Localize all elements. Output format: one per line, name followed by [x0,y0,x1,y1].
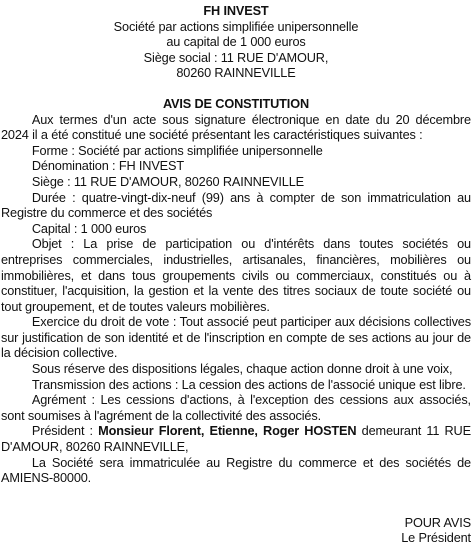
signature-title: Le Président [401,530,471,546]
header-line-registered-office: Siège social : 11 RUE D'AMOUR, [143,49,329,65]
siege-paragraph: Siège : 11 RUE D'AMOUR, 80260 RAINNEVILLE [31,173,304,189]
duree-paragraph: Durée : quatre-vingt-dix-neuf (99) ans à compter de son immatriculation au Registre du commerce et des sociétés [1,189,471,221]
signature-block [1,515,471,546]
president-address: demeurant 11 RUE D'AMOUR, 80260 RAINNEVILLE, [1,423,471,455]
president-name: Monsieur Florent, Etienne, Roger HOSTEN [98,423,357,439]
header-line-capital: au capital de 1 000 euros [166,34,306,50]
forme-paragraph: Forme : Société par actions simplifiée unipersonnelle [31,142,323,158]
president-paragraph [1,423,471,454]
legal-notice [1,3,471,546]
transmission-paragraph: Transmission des actions : La cession des actions de l'associé unique est libre. [31,376,466,392]
spacer [1,501,471,511]
signature-pour-avis: POUR AVIS [404,514,471,530]
objet-paragraph: Objet : La prise de participation ou d'intérêts dans toutes sociétés ou entreprises commerciales, industrielles, artisanales, financières, mobilières ou immobilières, et dans tous groupements civils ou commerciaux, constitués ou à constituer, l'acquisition, la gestion et la vente des titres sociaux de toute société ou tout groupement, et de toutes valeurs mobilières. [1,236,471,314]
denomination-paragraph: Dénomination : FH INVEST [31,158,185,174]
company-name: FH INVEST [203,3,269,18]
header-line-company-type: Société par actions simplifiée unipersonnelle [113,18,359,34]
reserve-paragraph: Sous réserve des dispositions légales, chaque action donne droit à une voix, [31,361,453,377]
spacer [1,81,471,96]
immatriculation-paragraph: La Société sera immatriculée au Registre du commerce et des sociétés de AMIENS-80000. [1,454,471,486]
capital-paragraph: Capital : 1 000 euros [31,220,147,236]
president-prefix: Président : [31,423,99,439]
vote-paragraph: Exercice du droit de vote : Tout associé peut participer aux décisions collectives sur justification de son identité et de l'inscription en compte de ses actions au jour de la décision collective. [1,314,471,361]
spacer [1,486,471,501]
header-line-postcode-city: 80260 RAINNEVILLE [176,65,296,81]
agrement-paragraph: Agrément : Les cessions d'actions, à l'exception des cessions aux associés, sont soumises à l'agrément de la collectivité des associés. [1,392,471,423]
notice-title: AVIS DE CONSTITUTION [162,95,310,111]
intro-paragraph: Aux termes d'un acte sous signature électronique en date du 20 décembre 2024 il a été constitué une société présentant les caractéristiques suivantes : [1,111,471,143]
